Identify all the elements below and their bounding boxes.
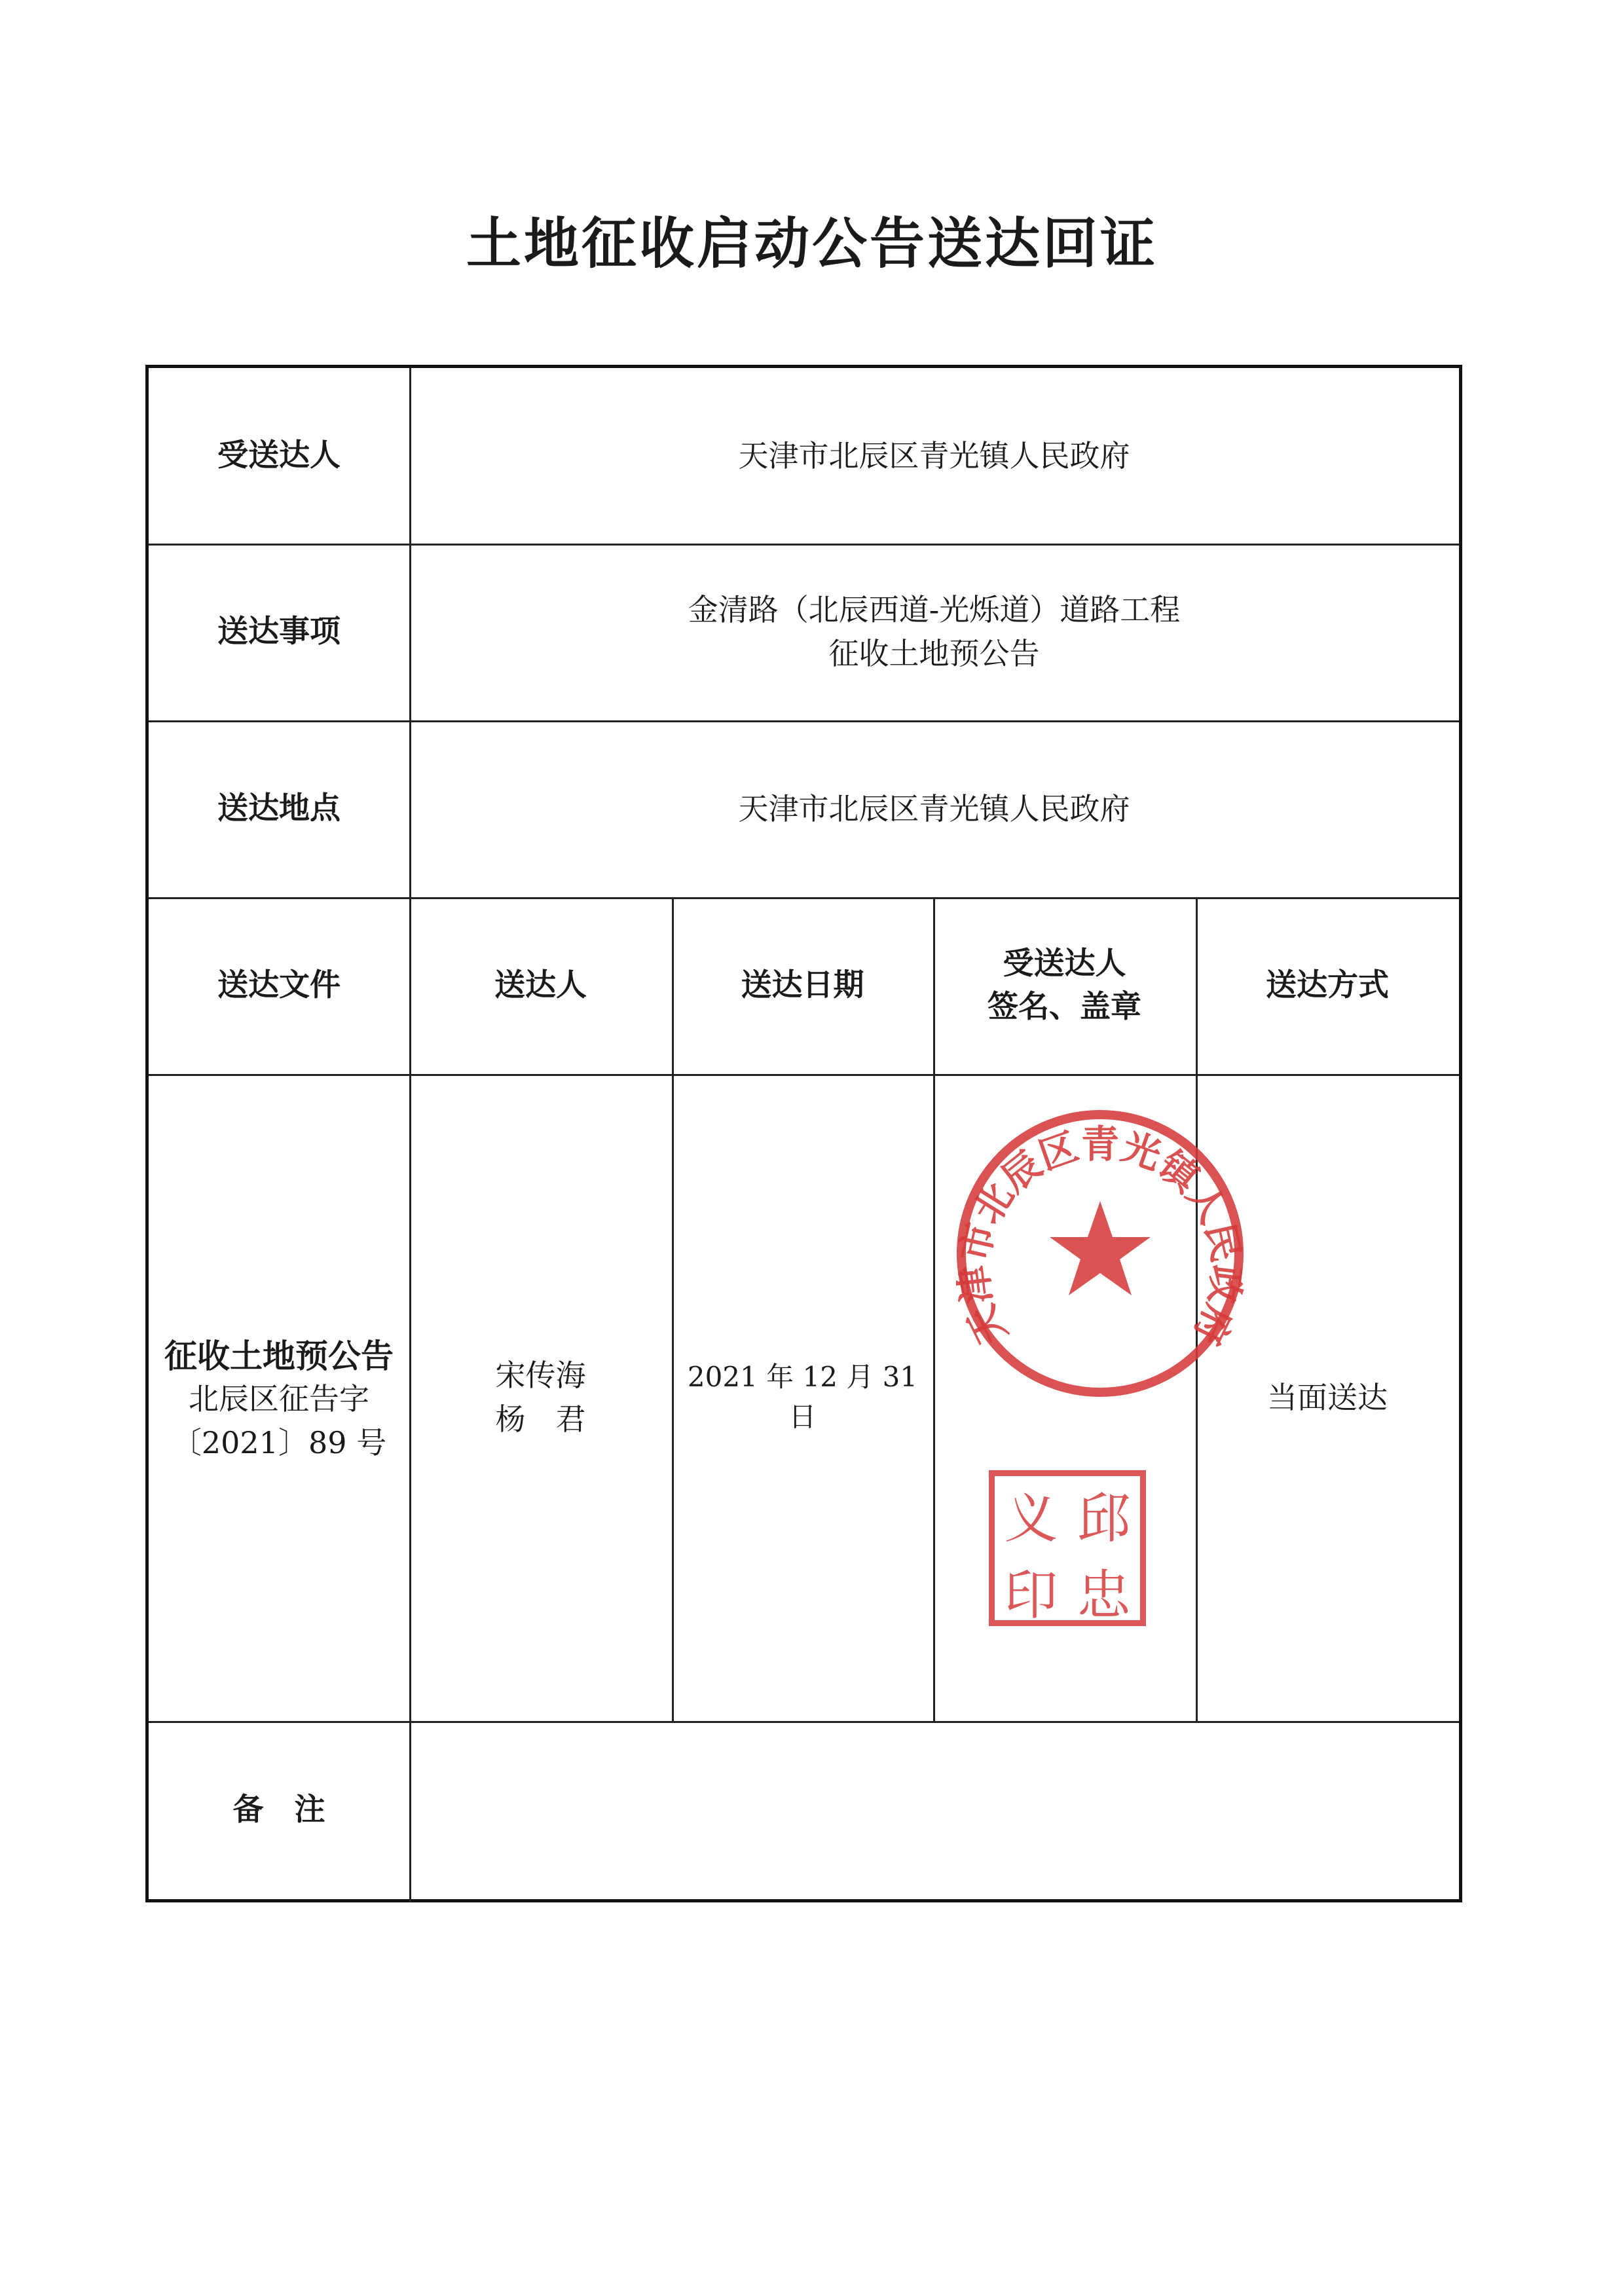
- seal-text: 天津市北辰区青光镇人民政府: [951, 1122, 1249, 1352]
- personal-seal-char: 印: [1004, 1565, 1058, 1627]
- matter-line2: 征收土地预公告: [828, 636, 1040, 671]
- header-document: 送达文件: [217, 967, 341, 1004]
- header-signature-line2: 签名、盖章: [987, 989, 1141, 1025]
- document-ref2: 〔2021〕89 号: [171, 1425, 387, 1460]
- header-signature-line1: 受送达人: [1003, 946, 1126, 982]
- remarks-label: 备 注: [232, 1792, 325, 1828]
- entry-date: 2021 年 12 月 31 日: [687, 1361, 918, 1433]
- personal-seal-char: 邱: [1077, 1488, 1131, 1550]
- location-value: 天津市北辰区青光镇人民政府: [738, 790, 1130, 826]
- matter-label: 送达事项: [217, 614, 341, 650]
- header-server: 送达人: [494, 967, 587, 1004]
- header-date: 送达日期: [741, 967, 864, 1004]
- recipient-value: 天津市北辰区青光镇人民政府: [738, 437, 1130, 473]
- document-title: 征收土地预公告: [164, 1337, 394, 1376]
- matter-value: [409, 544, 1459, 720]
- personal-seal-char: 义: [1004, 1488, 1058, 1550]
- server-name-2: 杨 君: [495, 1401, 586, 1437]
- entry-document: [149, 1074, 409, 1721]
- recipient-label: 受送达人: [217, 437, 341, 474]
- entry-server: [409, 1074, 672, 1721]
- header-method: 送达方式: [1266, 967, 1389, 1004]
- document-ref1: 北辰区征告字: [189, 1381, 369, 1417]
- server-name-1: 宋传海: [495, 1358, 586, 1394]
- page-title: 土地征收启动公告送达回证: [466, 212, 1158, 276]
- header-signature: [933, 897, 1196, 1074]
- personal-seal-char: 忠: [1077, 1565, 1131, 1627]
- receipt-form: [145, 365, 1462, 1902]
- entry-method: 当面送达: [1267, 1379, 1388, 1415]
- official-seal: [948, 1102, 1252, 1405]
- matter-line1: 金清路（北辰西道-光烁道）道路工程: [688, 592, 1181, 628]
- location-label: 送达地点: [217, 790, 341, 827]
- personal-seal: [989, 1470, 1146, 1626]
- remarks-value: [409, 1721, 1459, 1899]
- seal-star-icon: [1050, 1201, 1151, 1295]
